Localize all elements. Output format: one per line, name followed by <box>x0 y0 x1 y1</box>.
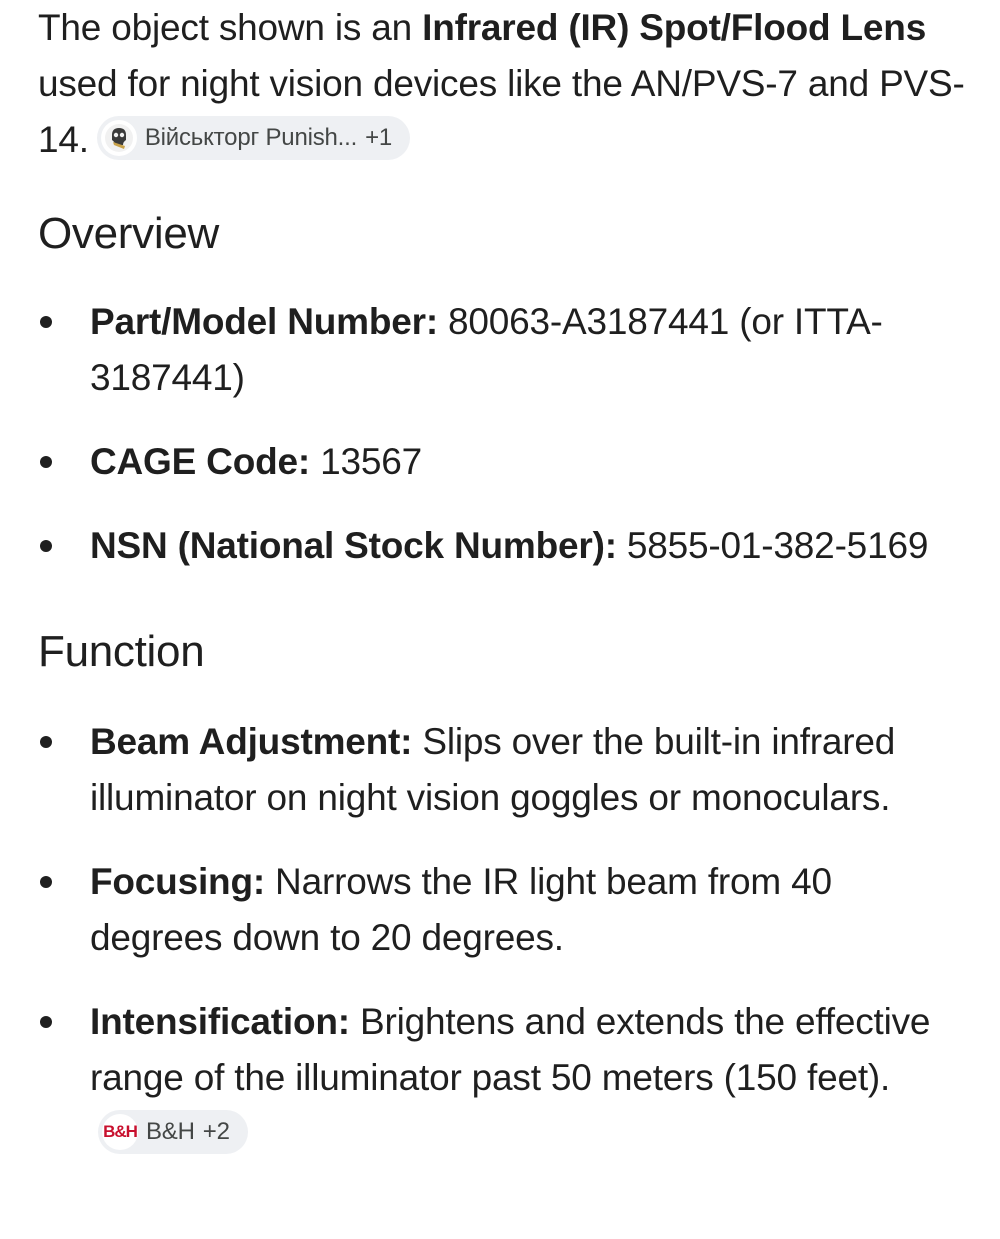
list-item <box>38 294 968 406</box>
item-text: Slips over the built-in infrared illuminator on night vision goggles or monoculars. <box>90 721 896 818</box>
bh-logo-text: B&H <box>103 1122 137 1142</box>
item-label: Intensification: <box>90 1001 350 1042</box>
intro-text-before: The object shown is an <box>38 7 423 48</box>
item-text: Brightens and extends the effective range of the illuminator past 50 meters (150 feet). <box>90 1001 931 1098</box>
function-list <box>38 714 968 1162</box>
item-text: 5855-01-382-5169 <box>616 525 929 566</box>
item-text: Narrows the IR light beam from 40 degrees down to 20 degrees. <box>90 861 832 958</box>
list-item <box>38 434 968 490</box>
item-label: Focusing: <box>90 861 265 902</box>
list-item <box>38 518 968 574</box>
overview-heading: Overview <box>38 209 219 258</box>
list-item <box>38 994 968 1162</box>
list-item <box>38 854 968 966</box>
intro-text-after: used for night vision devices like the AN/PVS-7 and PVS-14. <box>38 63 965 160</box>
function-heading: Function <box>38 627 205 676</box>
item-text: 80063-A3187441 (or ITTA-3187441) <box>90 301 883 398</box>
item-text: 13567 <box>310 441 422 482</box>
source-chip-bh[interactable] <box>98 1110 248 1154</box>
item-label: NSN (National Stock Number): <box>90 525 617 566</box>
intro-paragraph <box>38 0 968 168</box>
item-label: Beam Adjustment: <box>90 721 413 762</box>
item-label: Part/Model Number: <box>90 301 438 342</box>
source-chip-count: +1 <box>365 124 393 152</box>
intro-bold-term: Infrared (IR) Spot/Flood Lens <box>422 7 927 48</box>
response-content <box>38 0 968 1162</box>
source-chip-count: +2 <box>202 1118 230 1146</box>
punisher-skull-icon <box>101 120 137 156</box>
item-label: CAGE Code: <box>90 441 311 482</box>
source-chip-punisher[interactable] <box>97 116 410 160</box>
overview-list <box>38 294 968 574</box>
bh-logo-icon <box>102 1114 138 1150</box>
source-chip-label: B&H <box>146 1118 195 1146</box>
source-chip-label: Військторг Punish... <box>144 124 358 152</box>
list-item <box>38 714 968 826</box>
